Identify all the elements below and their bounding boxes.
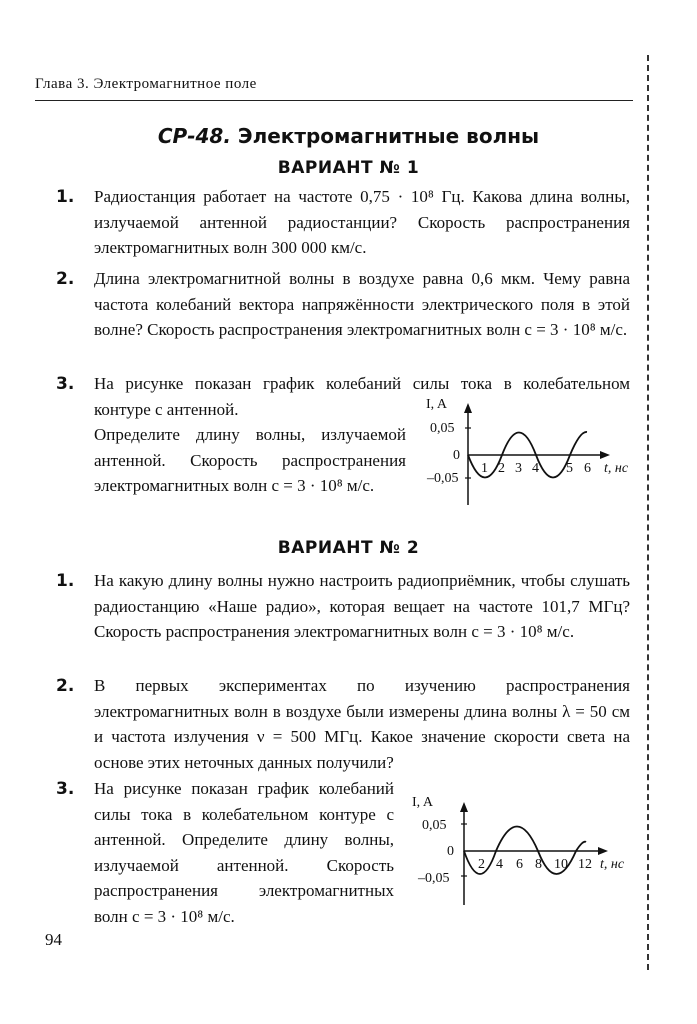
v1-problem-3-text-top: На рисунке показан график колебаний силы тока в колебательном контуре с антенной.: [94, 374, 630, 419]
v1-y-pos: 0,05: [430, 421, 455, 436]
v1-y-neg: –0,05: [427, 471, 459, 486]
chapter-header: Глава 3. Электромагнитное поле: [35, 76, 257, 92]
v1-x-tick: 3: [515, 461, 522, 476]
v1-x-tick: 2: [498, 461, 505, 476]
page-number: 94: [45, 930, 62, 949]
v2-x-tick: 8: [535, 857, 542, 872]
v2-x-tick: 10: [554, 857, 568, 872]
v1-problem-1-text: Радиостанция работает на частоте 0,75 · 10⁸ Гц. Какова длина волны, излучаемой антенной радиостанции? Скорость распространения электромагнитных волн 300 000 км/с.: [94, 187, 630, 257]
v1-x-tick: 4: [532, 461, 539, 476]
v2-x-tick: 4: [496, 857, 503, 872]
v2-y-zero: 0: [447, 844, 454, 859]
work-id: СР-48.: [157, 124, 231, 148]
variant-2-heading: ВАРИАНТ № 2: [277, 538, 420, 558]
v1-x-tick: 6: [584, 461, 591, 476]
v2-problem-1-text: На какую длину волны нужно настроить радиоприёмник, чтобы слушать радиостанцию «Наше радио», которая вещает на частоте 101,7 МГц? Скорость распространения электромагнитных волн c = 3 · 10⁸ м/с.: [94, 571, 630, 641]
v1-x-tick: 1: [481, 461, 488, 476]
v1-y-zero: 0: [453, 448, 460, 463]
work-topic: Электромагнитные волны: [237, 124, 540, 148]
v1-problem-2-number: 2.: [56, 269, 75, 289]
v1-problem-2-text: Длина электромагнитной волны в воздухе равна 0,6 мкм. Чему равна частота колебаний вектора напряжённости электрического поля в этой волне? Скорость распространения электромагнитных волн c = 3 · 10⁸ м/с.: [94, 269, 630, 339]
v2-y-pos: 0,05: [422, 818, 447, 833]
v1-y-label: I, A: [426, 397, 447, 412]
v1-problem-3-number: 3.: [56, 374, 75, 394]
v2-problem-2-text: В первых экспериментах по изучению распространения электромагнитных волн в воздухе были измерены длина волны λ = 50 см и частота излучения ν = 500 МГц. Какое значение скорости света на основе этих неточных данных получили?: [94, 676, 630, 772]
v2-problem-2-number: 2.: [56, 676, 75, 696]
v1-problem-3-text-rest: Определите длину волны, излучаемой антенной. Скорость распространения электромагнитных волн c = 3 · 10⁸ м/с.: [94, 425, 406, 495]
v2-y-label: I, A: [412, 795, 433, 810]
v2-y-arrow: [460, 802, 468, 812]
v1-x-label: t, нс: [604, 461, 629, 476]
v2-x-tick: 12: [578, 857, 592, 872]
v1-problem-1-number: 1.: [56, 187, 75, 207]
variant-1-heading: ВАРИАНТ № 1: [277, 158, 420, 178]
v2-x-tick: 2: [478, 857, 485, 872]
v2-x-tick: 6: [516, 857, 523, 872]
v2-problem-3-text: На рисунке показан график колебаний силы тока в колебательном контуре с антенной. Определите длину волны, излучаемой антенной. Скорость распространения электромагнитных волн c = 3 · 10⁸ м/с.: [94, 779, 394, 926]
v2-problem-1-number: 1.: [56, 571, 75, 591]
v1-x-tick: 5: [566, 461, 573, 476]
v2-x-arrow: [598, 847, 608, 855]
v2-y-neg: –0,05: [418, 871, 450, 886]
v2-x-label: t, нс: [600, 857, 625, 872]
v2-problem-3-number: 3.: [56, 779, 75, 799]
